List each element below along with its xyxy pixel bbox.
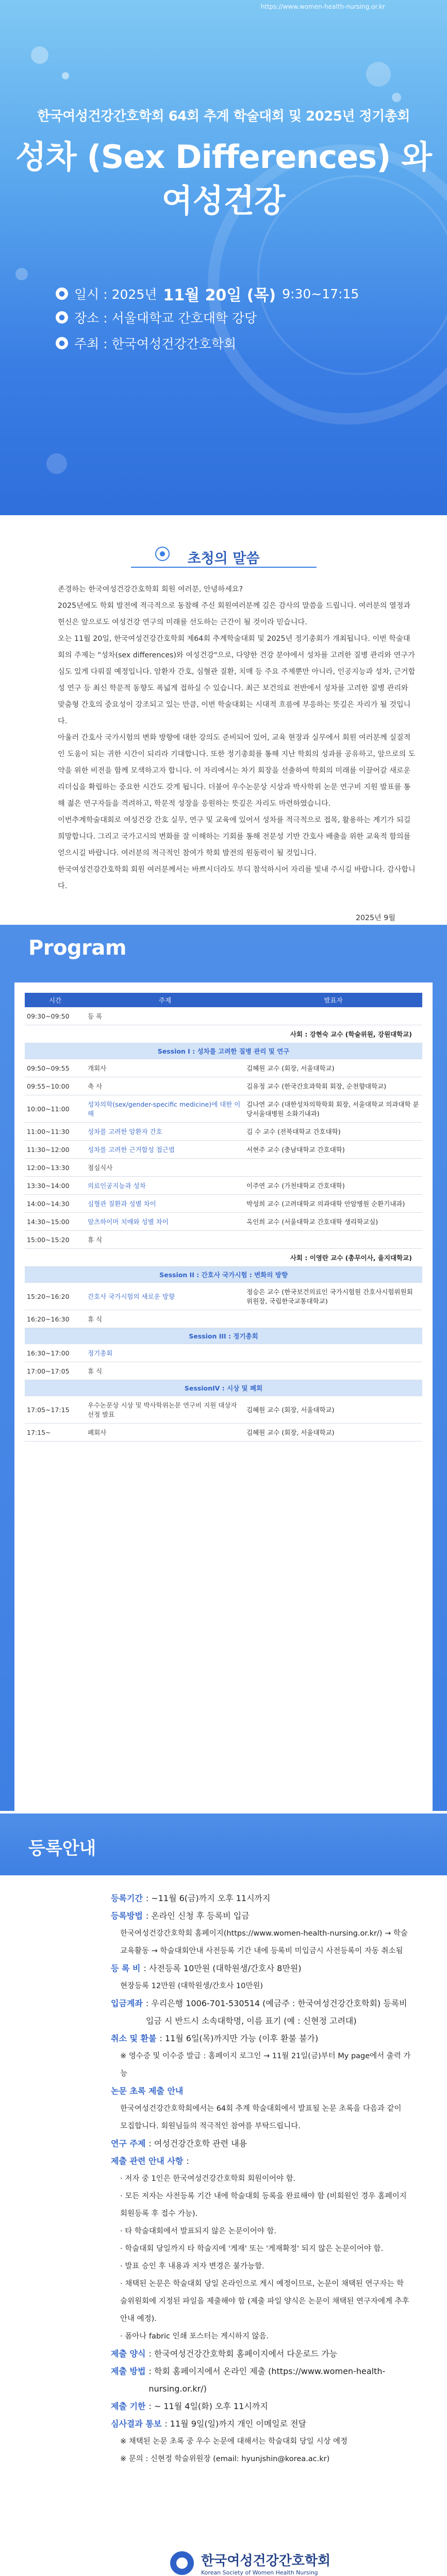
program-topic: 알츠하이머 치매와 성별 차이 [86,1213,244,1231]
session-title: Session III : 정기총회 [25,1328,422,1344]
program-row [25,1095,422,1123]
program-row [25,1177,422,1195]
chair-row [25,1025,422,1043]
registration-text: · 채택된 논문은 학술대회 당일 온라인으로 게시 예정이므로, 논문이 채택된 연구자는 학술위원회에 지정된 파일을 제출해야 함 (제출 파일 양식은 논문이 채택된 연구자에게 추후 안내 예정). [120,2280,409,2323]
program-topic: 폐회사 [86,1423,244,1442]
registration-line [111,2170,411,2188]
registration-text: 한국여성건강간호학회 홈페이지(https://www.women-health-nursing.or.kr/) → 학술교육활동 → 학술대회안내 사전등록 기간 내에 등록비 미입금시 사전등록이 자동 취소됨 [120,1929,408,1955]
registration-text: ※ 영수증 및 이수증 발급 : 홈페이지 로그인 → 11월 21일(금)부터 My page에서 출력 가능 [120,2052,411,2078]
program-topic: 심혈관 질환과 성별 차이 [86,1195,244,1213]
registration-label: 심사결과 통보 [111,2419,162,2429]
program-speaker [244,1310,422,1328]
greeting-paragraph: 오는 11월 20일, 한국여성건강간호학회 제64회 추계학술대회 및 2025년 정기총회가 개최됩니다. 이번 학술대회의 주제는 "성차(sex differences)와 여성건강"으로, 다양한 건강 분야에서 성차를 고려한 질병 관리와 연구가 심도 있게 다뤄질 예정입니다. 암환자 간호, 심혈관 질환, 치매 등 주요 주제뿐만 아니라, 인공지능과 성차, 근거합성 연구 등 최신 학문적 동향도 폭넓게 접하실 수 있습니다. 최근 보건의료 전반에서 성차를 고려한 질병 관리와 맞춤형 간호의 중요성이 강조되고 있는 만큼, 이번 학술대회는 시대적 흐름에 부응하는 뜻깊은 자리가 될 것입니다. [58,635,416,725]
program-time: 11:30~12:00 [25,1141,86,1159]
registration-text [183,2082,186,2100]
program-speaker [244,1007,422,1025]
program-header-row [25,993,422,1007]
registration-label: 연구 주제 [111,2139,146,2148]
registration-line [111,2030,411,2047]
program-topic: 휴 식 [86,1231,244,1249]
registration-text: ※ 채택된 논문 초록 중 우수 논문에 대해서는 학술대회 당일 시상 예정 [120,2437,348,2446]
registration-label: 등록방법 [111,1911,143,1921]
registration-line [111,2363,411,2398]
registration-label: 제출 기한 [111,2401,146,2411]
registration-line [111,1960,411,1977]
program-speaker [244,1231,422,1249]
registration-label: 논문 초록 제출 안내 [111,2086,184,2096]
program-row [25,1213,422,1231]
program-row [25,1159,422,1177]
registration-text: : 여성건강간호학 관련 내용 [148,2139,247,2148]
program-topic: 개회사 [86,1059,244,1077]
registration-line [111,2082,411,2100]
program-speaker: 정승은 교수 (한국보건의료인 국가시험원 간호사시험위원회 위원장, 국립한국교통대학교) [244,1283,422,1310]
program-topic: 축 사 [86,1077,244,1095]
registration-line [111,2188,411,2223]
program-speaker: 김나연 교수 (대한성차의학학회 회장, 서울대학교 의과대학 분당서울대병원 소화기내과) [244,1095,422,1123]
bubble-decoration [392,93,401,102]
greeting-body [58,581,416,949]
program-topic: 등 록 [86,1007,244,1025]
program-row [25,1077,422,1095]
bullet-icon: ● [56,311,68,324]
session-row [25,1267,422,1283]
registration-text: : 온라인 신청 후 등록비 입금 [145,1911,250,1921]
program-section [0,925,447,1811]
bullet-icon: ● [56,337,68,349]
registration-text: · 저자 중 1인은 한국여성건강간호학회 회원이어야 함. [120,2175,296,2183]
registration-line [111,1925,411,1960]
hero-banner [0,0,447,515]
program-title: Program [28,936,127,960]
registration-label: 제출 양식 [111,2349,146,2359]
program-topic: 휴 식 [86,1362,244,1380]
program-rows [25,1007,422,1442]
registration-title: 등록안내 [28,1838,96,1859]
society-logo [170,2550,330,2576]
program-speaker: 박성희 교수 (고려대학교 의과대학 안암병원 순환기내과) [244,1195,422,1213]
society-name: 한국여성건강간호학회 [201,2553,331,2569]
registration-section [0,1814,447,2576]
bullet-icon: ● [56,287,68,300]
site-url[interactable]: https://www.women-health-nursing.or.kr [260,3,385,10]
program-speaker [244,1344,422,1362]
registration-label: 취소 및 환불 [111,2033,157,2043]
greeting-section [0,515,447,927]
registration-text: ※ 문의 : 신현정 학술위원장 (email: hyunjshin@korea.ac.kr) [120,2455,330,2463]
program-speaker: 김혜원 교수 (회장, 서울대학교) [244,1396,422,1423]
program-topic: 휴 식 [86,1310,244,1328]
registration-line [111,1890,411,1907]
bubble-decoration [46,453,67,474]
program-table [25,993,422,1442]
program-time: 09:55~10:00 [25,1077,86,1095]
program-time: 09:50~09:55 [25,1059,86,1077]
session-row [25,1380,422,1396]
program-speaker: 이주연 교수 (가천대학교 간호대학) [244,1177,422,1195]
event-date-bold: 11월 20일 (목) [163,286,276,304]
session-row [25,1043,422,1059]
program-row [25,1231,422,1249]
registration-body [111,1890,411,2468]
registration-line [111,2328,411,2345]
registration-line [111,2450,411,2468]
greeting-paragraph: 아울러 간호사 국가시험의 변화 방향에 대한 강의도 준비되어 있어, 교육 현장과 실무에서 회원 여러분께 실질적인 도움이 되는 귀한 시간이 되리라 기대합니다. 또한 정기총회를 통해 지난 학회의 성과를 공유하고, 앞으로의 도약을 위한 비전을 함께 모색하고자 합니다. 이 자리에서는 차기 회장을 선출하여 학회의 미래를 이끌어갈 새로운 리더십을 확립하는 중요한 시간도 갖게 됩니다. 더불어 우수논문상 시상과 박사학위 논문 연구비 지원 발표를 통해 젊은 연구자들을 격려하고, 학문적 성장을 응원하는 뜻깊은 자리도 마련하였습니다. [58,734,416,808]
registration-label: 입금계좌 [111,1998,143,2008]
event-subtitle: 한국여성건강간호학회 64회 추계 학술대회 및 2025년 정기총회 [37,109,410,124]
bubble-decoration [15,268,28,280]
registration-text: : 우리은행 1006-701-530514 (예금주 : 한국여성건강간호학회) 등록비 입금 시 반드시 소속대학명, 이름 표기 (예 : 신현정 고려대) [145,1998,407,2026]
program-time: 09:30~09:50 [25,1007,86,1025]
registration-line [111,2415,411,2433]
registration-line [111,2153,411,2170]
registration-text: · 발표 승인 후 내용과 저자 변경은 불가능함. [120,2262,264,2270]
registration-label: 제출 관련 안내 사항 [111,2156,184,2166]
heading-divider [131,567,317,568]
registration-text: : 11월 9일(일)까지 개인 이메일로 전달 [164,2419,307,2429]
program-topic: 성차를 고려한 암환자 간호 [86,1123,244,1141]
greeting-date: 2025년 9월 [355,914,395,922]
program-time: 16:20~16:30 [25,1310,86,1328]
registration-text: : 11월 6일(목)까지만 가능 (이후 환불 불가) [159,2033,319,2043]
program-time: 14:30~15:00 [25,1213,86,1231]
registration-label: 등 록 비 [111,1963,141,1973]
event-title-line2: 여성건강 [161,182,286,219]
chair-text: 사회 : 강현숙 교수 (학술위원, 강원대학교) [25,1025,422,1043]
registration-line [111,2345,411,2363]
event-place: ● 장소 : 서울대학교 간호대학 강당 [56,308,257,327]
program-speaker: 김유정 교수 (한국간호과학회 회장, 순천향대학교) [244,1077,422,1095]
program-row [25,1123,422,1141]
program-row [25,1283,422,1310]
bubble-decoration [31,46,48,64]
bubble-decoration [366,62,391,87]
program-row [25,1310,422,1328]
program-time: 15:20~16:20 [25,1283,86,1310]
program-topic: 성차를 고려한 근거합성 접근법 [86,1141,244,1159]
registration-text: : ~11월 6(금)까지 오후 11시까지 [145,1893,271,1903]
registration-text: 현장등록 12만원 (대학원생/간호사 10만원) [120,1982,263,1990]
registration-label: 등록기간 [111,1893,143,1903]
program-speaker: 김혜원 교수 (회장, 서울대학교) [244,1423,422,1442]
program-time: 12:00~13:30 [25,1159,86,1177]
event-host: ● 주최 : 한국여성건강간호학회 [56,334,236,352]
registration-text: : 학회 홈페이지에서 온라인 제출 (https://www.women-health-nursing.or.kr/) [148,2366,386,2394]
program-row [25,1141,422,1159]
registration-text: 한국여성건강간호학회에서는 64회 추계 학술대회에서 발표될 논문 초록을 다음과 같이 모집합니다. 회원님들의 적극적인 참여를 부탁드립니다. [120,2105,402,2130]
bubble-decoration [62,72,69,79]
program-time: 11:00~11:30 [25,1123,86,1141]
program-time: 16:30~17:00 [25,1344,86,1362]
program-row [25,1396,422,1423]
registration-line [111,2275,411,2328]
program-speaker: 서현주 교수 (충남대학교 간호대학) [244,1141,422,1159]
registration-text: · 모든 저자는 사전등록 기간 내에 학술대회 등록을 완료해야 함 (비회원인 경우 홈페이지 회원등록 후 접수 가능). [120,2192,407,2218]
session-title: Session II : 간호사 국가시험 : 변화의 방향 [25,1267,422,1283]
program-time: 15:00~15:20 [25,1231,86,1249]
registration-line [111,1995,411,2030]
registration-line [111,2100,411,2135]
program-time: 10:00~11:00 [25,1095,86,1123]
registration-line [111,2223,411,2240]
registration-text: : 사전등록 10만원 (대학원생/간호사 8만원) [143,1963,302,1973]
greeting-paragraph: 존경하는 한국여성건강간호학회 회원 여러분, 안녕하세요? [58,585,243,594]
program-time: 13:30~14:00 [25,1177,86,1195]
registration-text: : ~ 11월 4일(화) 오후 11시까지 [148,2401,268,2411]
event-title-line1: 성차 (Sex Differences) 와 [15,138,432,176]
program-time: 17:00~17:05 [25,1362,86,1380]
program-row [25,1362,422,1380]
program-topic: 성차의학(sex/gender-specific medicine)에 대한 이해 [86,1095,244,1123]
registration-line [111,2240,411,2258]
registration-line [111,1907,411,1925]
program-topic: 우수논문상 시상 및 박사학위논문 연구비 지원 대상자 선정 발표 [86,1396,244,1423]
session-title: Session I : 성차를 고려한 질병 관리 및 연구 [25,1043,422,1059]
header-time: 시간 [25,993,86,1007]
event-date: ● 일시 : 2025년 11월 20일 (목) 9:30~17:15 [56,282,359,305]
header-speaker: 발표자 [244,993,422,1007]
session-row [25,1328,422,1344]
registration-line [111,1977,411,1995]
registration-line [111,2398,411,2415]
greeting-paragraph: 한국여성건강간호학회 회원 여러분께서는 바쁘시더라도 부디 참석하시어 자리를 빛내 주시길 바랍니다. 감사합니다. [58,866,416,890]
program-time: 14:00~14:30 [25,1195,86,1213]
program-topic: 정기총회 [86,1344,244,1362]
society-name-en: Korean Society of Women Health Nursing [201,2569,318,2576]
greeting-paragraph: 2025년에도 학회 발전에 적극적으로 동참해 주신 회원여러분께 깊은 감사의 말씀을 드립니다. 여러분의 열정과 헌신은 앞으로도 여성건강 연구의 미래를 선도하는 근간이 될 것이라 믿습니다. [58,602,411,626]
program-row [25,1195,422,1213]
program-row [25,1059,422,1077]
registration-line [111,2135,411,2153]
chair-text: 사회 : 이영란 교수 (총무이사, 을지대학교) [25,1249,422,1267]
registration-line [111,2258,411,2275]
registration-line [111,2433,411,2450]
program-row [25,1344,422,1362]
header-topic: 주제 [86,993,244,1007]
society-logo-icon [170,2551,194,2575]
program-speaker: 김혜원 교수 (회장, 서울대학교) [244,1059,422,1077]
program-row [25,1423,422,1442]
registration-text: · 학술대회 당일까지 타 학술지에 '게재' 또는 '게재확정' 되지 않은 논문이어야 함. [120,2245,384,2253]
registration-line [111,2047,411,2082]
chair-row [25,1249,422,1267]
registration-label: 제출 방법 [111,2366,146,2376]
program-row [25,1007,422,1025]
program-topic: 간호사 국가시험의 새로운 방향 [86,1283,244,1310]
program-panel [14,982,433,1817]
program-speaker [244,1362,422,1380]
program-time: 17:15~ [25,1423,86,1442]
greeting-paragraph: 이번추계학술대회로 여성건강 간호 실무, 연구 및 교육에 있어서 성차를 적극적으로 접목, 활용하는 계기가 되길 희망합니다. 그리고 국가고시의 변화를 잘 이해하는 기회를 통해 전문성 기반 간호사 배출을 위한 교육적 함의를 얻으시길 바랍니다. 여러분의 적극적인 참여가 학회 발전의 원동력이 될 것입니다. [58,816,411,857]
program-speaker: 김 수 교수 (전북대학교 간호대학) [244,1123,422,1141]
registration-text: : 한국여성건강간호학회 홈페이지에서 다운로드 가능 [148,2349,338,2359]
registration-text: · 폼아나 fabric 인쇄 포스터는 게시하지 않음. [120,2332,269,2341]
registration-text: · 타 학술대회에서 발표되지 않은 논문이어야 함. [120,2227,277,2235]
program-time: 17:05~17:15 [25,1396,86,1423]
program-topic: 점심식사 [86,1159,244,1177]
program-speaker: 옥인희 교수 (서울대학교 간호대학 생리학교실) [244,1213,422,1231]
program-topic: 의료인공지능과 성차 [86,1177,244,1195]
session-title: SessionIV : 시상 및 폐회 [25,1380,422,1396]
program-speaker [244,1159,422,1177]
greeting-heading: 초청의 말씀 [187,551,260,567]
registration-text: : [186,2156,189,2166]
